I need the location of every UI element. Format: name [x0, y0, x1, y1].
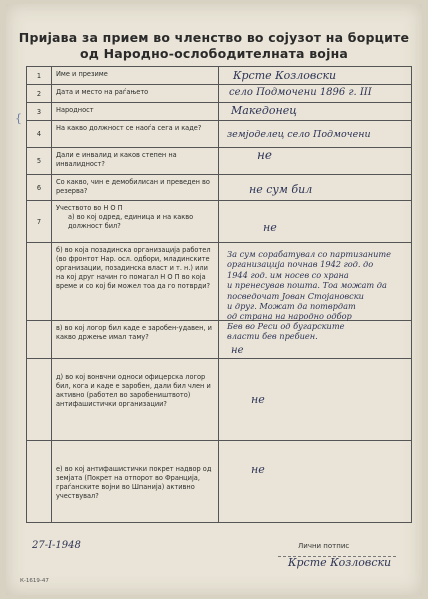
answer-occupation[interactable]: [219, 121, 412, 148]
form-row-6: [27, 175, 412, 201]
handwritten-line: За сум сорабатувал со партизаните: [227, 249, 391, 259]
answer-demobilized[interactable]: [219, 175, 412, 201]
handwritten-line: од страна на народно одбор: [227, 311, 352, 322]
answer-occupation-text: земјоделец село Подмочени: [227, 129, 371, 140]
form-date: 27-I-1948: [32, 540, 81, 551]
answer-nop-d-text: не: [251, 393, 265, 406]
signature: Крсте Козловски: [288, 556, 392, 569]
answer-nop-b[interactable]: [219, 243, 412, 321]
handwritten-line: и пренесував пошта. Тоа можат да: [227, 280, 387, 291]
answer-nop-e[interactable]: [219, 441, 412, 523]
question-birth: Дата и место на раѓањето: [52, 85, 219, 103]
form-row-2: [27, 85, 412, 103]
answer-nop-v-tail: не: [231, 345, 244, 356]
application-form-page: [6, 4, 422, 595]
answer-nop-b-text: [227, 249, 391, 322]
handwritten-line: посведочат Јован Стојановски: [227, 290, 364, 301]
form-row-e: [27, 441, 412, 523]
margin-mark: {: [15, 112, 22, 125]
answer-birth[interactable]: [219, 85, 412, 103]
answer-name[interactable]: [219, 67, 412, 85]
answer-name-text: Крсте Козловски: [233, 69, 337, 82]
form-row-v: [27, 321, 412, 359]
question-nop-b: б) во која позадинска организација работел (во фронтот Нар. осл. одбори, младинските организации, позадинска власт и т. н.) или на кој друг начин го помагал Н О П во која време и со кој би можел тоа да го потврди?: [52, 243, 219, 321]
row-number: [27, 243, 52, 321]
answer-nop-d[interactable]: [219, 359, 412, 441]
form-title-line-1: Пријава за прием во членство во сојузот на борците: [18, 30, 410, 45]
question-occupation: На какво должност се наоѓа сега и каде?: [52, 121, 219, 148]
row-number: 2: [27, 85, 52, 103]
question-name: Име и презиме: [52, 67, 219, 85]
application-form-table: [26, 66, 412, 523]
form-title-line-2: од Народно-ослободителната војна: [79, 46, 349, 61]
question-nop: [52, 201, 219, 243]
form-row-1: [27, 67, 412, 85]
row-number: [27, 359, 52, 441]
handwritten-line: 1944 год. им носев со храна: [227, 269, 349, 280]
row-number: 1: [27, 67, 52, 85]
question-nop-v: в) во кој логор бил каде е заробен-удавен, и какво држење имал таму?: [52, 321, 219, 359]
row-number: [27, 321, 52, 359]
question-demobilized: Со какво, чин е демобилисан и преведен во резерва?: [52, 175, 219, 201]
signature-label: Лични потпис: [298, 542, 350, 550]
question-nationality: Народност: [52, 103, 219, 121]
handwritten-line: организација почнав 1942 год. до: [227, 259, 374, 270]
answer-nop-a[interactable]: [219, 201, 412, 243]
form-row-3: [27, 103, 412, 121]
handwritten-line: и друг. Можат да потврдат: [227, 301, 356, 312]
row-number: 4: [27, 121, 52, 148]
question-nop-e: е) во кој антифашистички покрет надвор од земјата (Покрет на отпорот во Франција, граѓанските војни во Шпанија) активно учествувал?: [52, 441, 219, 523]
answer-nationality-text: Македонец: [231, 104, 297, 117]
answer-birth-text: село Подмочени 1896 г. III: [229, 87, 372, 98]
answer-invalid[interactable]: [219, 148, 412, 175]
row-number: 6: [27, 175, 52, 201]
answer-nop-v[interactable]: [219, 321, 412, 359]
form-row-7: [27, 201, 412, 243]
form-row-d: [27, 359, 412, 441]
form-row-4: [27, 121, 412, 148]
form-row-b: [27, 243, 412, 321]
answer-invalid-text: не: [257, 148, 273, 162]
answer-nop-e-text: не: [251, 463, 265, 476]
question-invalid: Дали е инвалид и каков степен на инвалидност?: [52, 148, 219, 175]
row-number: [27, 441, 52, 523]
answer-nop-v-text: [227, 321, 344, 342]
answer-nationality[interactable]: [219, 103, 412, 121]
answer-nop-a-text: не: [263, 221, 277, 234]
question-nop-a: а) во кој одред, единица и на какво должност бил?: [68, 212, 194, 230]
row-number: 3: [27, 103, 52, 121]
question-nop-d: д) во кој вонвчни односи офицерска логор бил, кога и каде е заробен, дали бил член и активно (работел во заробеништвото) антифашистички организации?: [52, 359, 219, 441]
handwritten-line: Бев во Реси од бугарските: [227, 321, 345, 331]
row-number: 5: [27, 148, 52, 175]
handwritten-line: власти бев пребиен.: [227, 331, 318, 342]
form-row-5: [27, 148, 412, 175]
row-number: 7: [27, 201, 52, 243]
form-code: К-1619-47: [20, 578, 49, 584]
question-nop-heading: Учеството во Н О П: [56, 204, 123, 212]
answer-demobilized-text: не сум бил: [249, 183, 313, 196]
